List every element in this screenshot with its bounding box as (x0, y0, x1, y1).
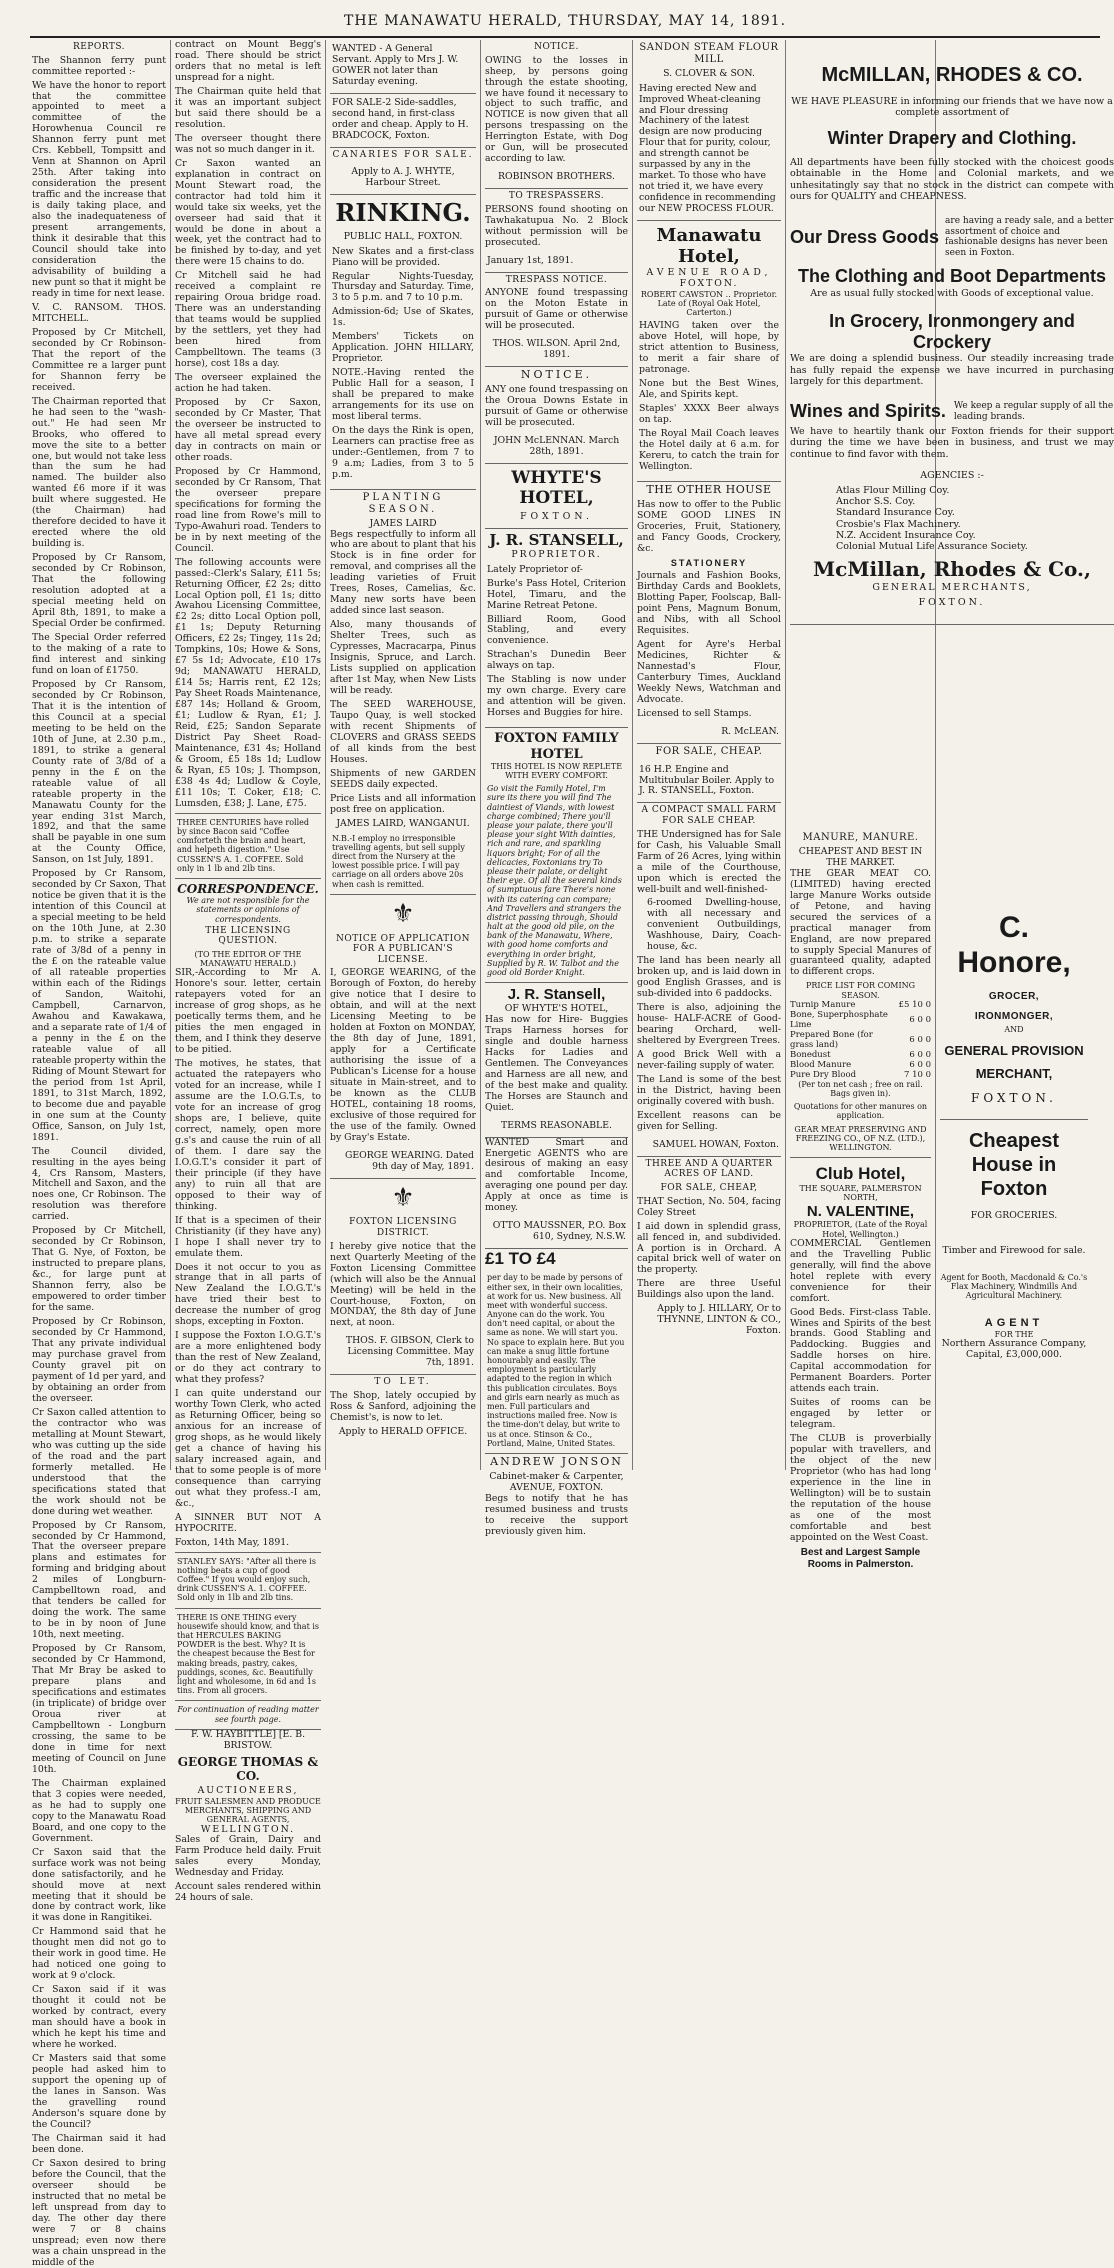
wines-title: Wines and Spirits. (790, 401, 946, 421)
column-rinking-planting (330, 40, 476, 1470)
laird-signature: JAMES LAIRD, WANGANUI. (336, 817, 470, 829)
small-farm-list: 6-roomed Dwelling-house, with all necessary and convenient Outbuildings, Washhouse, Dairy, Coach-house, &c. (647, 897, 781, 953)
council-body (175, 40, 321, 810)
paragraph: The motives, he states, that actuated the ratepayers who voted for an increase, while I assume are the I.O.G.T.s, to vote for an increase of grog shops are, I believe, quite correct, namely, open more g.s's and cause the ruin of all of them. I dare say the I.O.G.T.'s consider it part of their principle (if they have any) to ruin all that are opposed to their way of thinking. (175, 1058, 321, 1212)
canaries-title: CANARIES FOR SALE. (332, 149, 474, 160)
notice-title: NOTICE. (534, 42, 579, 52)
paragraph: Admission-6d; Use of Skates, 1s. (332, 306, 474, 329)
licensing-district-title: FOXTON LICENSING DISTRICT. (349, 1217, 457, 1239)
price-row (790, 1050, 931, 1060)
agencies-list (790, 485, 1114, 552)
honore-title: C. Honore, (957, 911, 1071, 980)
agents-wanted-body: WANTED Smart and Energetic AGENTS who are desirous of making an easy and comfortable Income, averaging one pound per day. Apply at once as time is money. (485, 1136, 628, 1214)
honore-place: FOXTON. (971, 1091, 1057, 1106)
cheapest-house: Cheapest House in Foxton (940, 1119, 1088, 1201)
paragraph: Lately Proprietor of- (487, 563, 583, 575)
price-item: Bone, Superphosphate Lime (790, 1009, 888, 1030)
paragraph: Proposed by Cr Robinson, seconded by Cr Hammond, That any private individual may purchase gravel from County gravel pit on payment of 1d per yard, and by obtaining an order from the overseer. (32, 1316, 166, 1404)
coffee-ad: THREE CENTURIES have rolled by since Bacon said "Coffee comforteth the brain and heart, and helpeth digestion." Use CUSSEN'S A. 1. COFFEE. Sold only in 1 lb and 2lb tins. (175, 813, 321, 879)
paragraph: The following accounts were passed:-Clerk's Salary, £11 5s; Returning Officer, £2 2s; ditto Local Option poll, £1 1s; ditto Awahou Licensing Committee, £2 2s; ditto Local Option poll, £1 1s; Deputy Returning Officers, £2 2s; Tingey, 11s 2d; Tompkins, 10s; Howe & Sons, £7 5s 1d; Advocate, £10 17s 9d; MANAWATU HERALD, £14 5s; Harris rent, £2 12s; Pay Sheet Roads Maintenance, £87 14s; Holland & Groom, £1; Ludlow & Ryan, £1; J. Reid, £25; Sandon Separate District Pay Sheet Road-Maintenance, £31 4s; Holland & Groom, £5 18s 1d; Ludlow & Ryan, £5 10s; J. Thompson, £38 4s 4d; Ludlow & Coyle, £11 10s; T. Coker, £18; C. Lumsden, £38; J. Lane, £75. (175, 556, 321, 809)
jr-stansell-body: Has now for Hire- Buggies Traps Harness horses for single and double harness Hacks for Ladies and Gentlemen. The Conveyances and Harness are all new, and of the best make and quality. The Horses are Staunch and Quiet. (485, 1013, 628, 1113)
masthead-title: THE MANAWATU HERALD, THURSDAY, MAY 14, 1891. (343, 13, 787, 29)
family-hotel-sub: THIS HOTEL IS NOW REPLETE WITH EVERY COMFORT. (490, 761, 623, 781)
agency-item: Colonial Mutual Life Assurance Society. (836, 541, 1028, 553)
engine-sale-title: FOR SALE, CHEAP. (655, 745, 763, 757)
price-note: (Per ton net cash ; free on rail. Bags given in). (798, 1079, 923, 1099)
winter-title: Winter Drapery and Clothing. (827, 128, 1077, 148)
trespass-notice-body: ANYONE found trespassing on the Moton Estate in pursuit of Game or otherwise will be prosecuted. (485, 287, 628, 332)
jonson-role: Cabinet-maker & Carpenter, AVENUE, FOXTON. (489, 1470, 624, 1493)
honore-ironmonger: IRONMONGER, (974, 1010, 1054, 1022)
firm-signature: McMillan, Rhodes & Co., (813, 557, 1091, 582)
price-item: Blood Manure (790, 1059, 852, 1070)
paragraph: Cr Saxon said if it was thought it could not be worked by contract, every man should have a book in which he kept his time and where he worked. (32, 1984, 166, 2051)
baking-powder-ad: THERE IS ONE THING every housewife should know, and that is that HERCULES BAKING POWDER is the best. Why? It is the cheapest because the Best for making breads, pastry, cakes, puddings, scones, &c. Beautifully light and wholesome, in 6d and 1s tins. From all grocers. (175, 1609, 321, 1702)
jr-stansell-of: OF WHYTE'S HOTEL, (504, 1002, 609, 1014)
grocery-title: In Grocery, Ironmongery and Crockery (829, 310, 1075, 353)
valentine-role: PROPRIETOR, (Late of the Royal Hotel, Wellington.) (793, 1220, 928, 1239)
paragraph: The Special Order referred to the making of a rate to find interest and sinking fund on loan of £1750. (32, 632, 166, 676)
paragraph: Proposed by Cr Ransom, seconded by Cr Hammond, That Mr Bray be asked to prepare plans and specifications and estimates (in triplicate) of bridge over Oroua river at Campbelltown - Longburn crossing, the same to be done in time for next meeting of Council on June 10th. (32, 1643, 166, 1775)
paragraph: Journals and Fashion Books, Birthday Cards and Booklets, Blotting Paper, Foolscap, Ball-point Pens, Magnum Bonum, and Nibs, with all School Requisites. (637, 570, 781, 637)
wines-row (790, 401, 1114, 422)
price-item: Pure Dry Blood (790, 1069, 857, 1080)
notice-body: OWING to the losses in sheep, by persons going through the estate shooting, we have found it necessary to object to such traffic, and NOTICE is now given that all persons trespassing on the Herrington Estate, with Dog or Gun, will be prosecuted according to law. (485, 54, 628, 165)
paragraph: Cr Saxon wanted an explanation in contract on Mount Stewart road, the contractor had told him it would take six weeks, yet the overseer had said that it would be done in about a week, yet the contract had to be finished by to-day, and yet there were 15 chains to do. (175, 157, 321, 268)
notice-signature: JOHN McLENNAN. March 28th, 1891. (485, 432, 628, 464)
auctioneer-body: Sales of Grain, Dairy and Farm Produce held daily. Fruit sales every Monday, Wednesday and Friday. (175, 1834, 321, 1879)
paragraph: Proposed by Cr Mitchell, seconded by Cr Robinson, That G. Nye, of Foxton, be instructed to prepare plans, &c., for large punt at Shannon ferry, also be empowered to order timber for the same. (32, 1225, 166, 1314)
agency-item: Crosbie's Flax Machinery. (836, 518, 961, 530)
paragraph: The Chairman said it had been done. (32, 2132, 166, 2155)
whytes-hotel-title: WHYTE'S HOTEL, (511, 467, 602, 508)
price-row (790, 1010, 931, 1030)
column-rule (480, 40, 481, 1470)
honore-general: GENERAL PROVISION (944, 1042, 1084, 1058)
column-rule (170, 40, 171, 1470)
dress-goods-side: are having a ready sale, and a better assortment of choice and fashionable designs has never been seen in Foxton. (945, 216, 1114, 258)
paragraph: The Royal Mail Coach leaves the Hotel daily at 6 a.m. for Kereru, to catch the train for Wellington. (639, 427, 779, 472)
auctioneer-names: F. W. HAYBITTLE] [E. B. BRISTOW. (190, 1728, 306, 1751)
coat-of-arms-icon: ⚜ (391, 1182, 415, 1213)
to-let-body: The Shop, lately occupied by Ross & Sanford, adjoining the Chemist's, is now to let. (330, 1389, 476, 1423)
agent-for: Agent for Booth, Macdonald & Co.'s (940, 1273, 1088, 1283)
paragraph: HAVING taken over the above Hotel, will hope, by strict attention to Business, to merit a fair share of patronage. (639, 320, 779, 376)
grocery-body: We are doing a splendid business. Our steadily increasing trade has fully repaid the expense we have incurred in purchasing largely for this department. (790, 353, 1114, 387)
paragraph: The Council divided, resulting in the ayes being 4, Crs Ransom, Masters, Mitchell and Saxon, and the noes one, Cr Robinson. The resolution was therefore carried. (32, 1145, 166, 1223)
paragraph: A SINNER BUT NOT A HYPOCRITE. (175, 1511, 321, 1534)
honore-grocer: GROCER, (988, 990, 1040, 1002)
agents-wanted-signature: OTTO MAUSSNER, P.O. Box 610, Sydney, N.S.W. (485, 1217, 628, 1249)
valentine-name: N. VALENTINE, (806, 1202, 915, 1220)
capital: Capital, £3,000,000. (966, 1348, 1062, 1360)
paragraph: Burke's Pass Hotel, Criterion Hotel, Timaru, and the Marine Retreat Petone. (487, 577, 626, 611)
wanted-servant-ad: WANTED - A General Servant. Apply to Mrs J. W. GOWER not later than Saturday evening. (330, 40, 476, 94)
agency-item: N.Z. Accident Insurance Coy. (836, 529, 976, 541)
timber: Timber and Firewood for sale. (942, 1245, 1086, 1257)
flour-mill-body: Having erected New and Improved Wheat-cleaning and Flour dressing Machinery of the latest design are now producing Flour that for purity, colour, and strength cannot be surpassed by any in the market. To those who have not tried it, we have every confidence in recommending our NEW PROCESS FLOUR. (637, 80, 781, 222)
trespassers-title: TO TRESPASSERS. (508, 191, 605, 202)
trespassers-body: PERSONS found shooting on Tawhakatupua No. 2 Block without permission will be prosecuted. (485, 203, 628, 248)
price-item: Prepared Bone (for grass land) (790, 1029, 873, 1050)
small-farm-body: THE Undersigned has for Sale for Cash, his Valuable Small Farm of 26 Acres, lying within a mile of the Courthouse, upon which is erected the well-built and well-finished- (637, 828, 781, 895)
price-amount: 6 0 0 (909, 1014, 931, 1025)
honore-merchant: MERCHANT, (975, 1065, 1053, 1081)
public-hall: PUBLIC HALL, FOXTON. (343, 230, 463, 242)
stationery-body (637, 571, 781, 720)
other-house-body: Has now to offer to the Public SOME GOOD LINES IN Groceries, Fruit, Stationery, and Fancy Goods, Crockery, &c. (637, 498, 781, 554)
manawatu-hotel-title: Manawatu Hotel, (656, 225, 762, 268)
paragraph: The overseer thought there was not so much danger in it. (175, 132, 321, 155)
manawatu-hotel-owner: ROBERT CAWSTON .. Proprietor. Late of (Royal Oak Hotel, Carterton.) (640, 289, 778, 317)
dress-goods-title: Our Dress Goods (790, 226, 940, 247)
licensing-district-signature: THOS. F. GIBSON, Clerk to Licensing Committee. May 7th, 1891. (330, 1332, 476, 1375)
column-honore (940, 830, 1088, 1470)
pound-ad-body: per day to be made by persons of either sex, in their own localities, at work for us. New business. All meet with wonderful success. Anyone can do the work. You don't need capital, or about the same as none. We will start you. No space to explain here. But you can make a snug little fortune honourably and easily. The employment is particularly adapted to the region in which this publication circulates. Boys and girls earn nearly as much as men. Full particulars and instructions mailed free. Now is the time-don't delay, but write to us at once. Stinson & Co., Portland, Maine, United States. (485, 1269, 628, 1454)
laird-nb: N.B.-I employ no irresponsible travelling agents, but sell supply direct from the Nursery at the lowest possible price. I will pay carriage on all orders above 20s when cash is remitted. (330, 830, 476, 895)
paragraph: Suites of rooms can be engaged by letter or telegram. (790, 1397, 931, 1431)
auctioneer-foot: Account sales rendered within 24 hours of sale. (175, 1881, 321, 1904)
publican-notice-signature: GEORGE WEARING. Dated 9th day of May, 1891. (330, 1147, 476, 1179)
gear-company: GEAR MEAT PRESERVING AND FREEZING CO., OF N.Z. (LTD.), WELLINGTON. (790, 1121, 931, 1159)
stansell-role: PROPRIETOR. (511, 548, 602, 560)
paragraph: Also, many thousands of Shelter Trees, such as Cypresses, Macracarpa, Pinus Insignis, Spruce, and Larch. Lists supplied on application after 1st May, when New Lists will be ready. (330, 619, 476, 697)
publican-notice-body: I, GEORGE WEARING, of the Borough of Foxton, do hereby give notice that I desire to obtain, and will at the next Licensing Meeting to be holden at Foxton on MONDAY, the 8th day of June, 1891, apply for a Certificate authorising the issue of a Publican's License for a house situate in Main-street, and to be known as the CLUB HOTEL, containing 18 rooms, exclusive of those required for the use of the family. Owned by Gray's Estate. (330, 967, 476, 1143)
firm-place: FOXTON. (790, 593, 1114, 625)
column-reports (32, 40, 167, 2268)
continuation-note: For continuation of reading matter see fourth page. (175, 1701, 321, 1729)
paragraph: The Land is some of the best in the District, having been originally covered with bush. (637, 1074, 781, 1107)
jr-stansell-terms: TERMS REASONABLE. (485, 1117, 628, 1138)
agency-item: Anchor S.S. Coy. (836, 496, 916, 508)
paragraph: On the days the Rink is open, Learners can practise free as under:-Gentlemen, from 7 to 9 a.m; Ladies, from 3 to 5 p.m. (332, 425, 474, 480)
stationery-title: STATIONERY (670, 557, 748, 568)
paragraph: There is also, adjoining the house- HALF-ACRE of Good-bearing Orchard, well-sheltered by Evergreen Trees. (637, 1002, 781, 1047)
acres-signature: Apply to J. HILLARY, Or to THYNNE, LINTON & CO., Foxton. (657, 1303, 781, 1337)
other-house-title: THE OTHER HOUSE (646, 482, 772, 496)
price-row (790, 1030, 931, 1050)
winter-body: All departments have been fully stocked with the choicest goods obtainable in the Home and Colonial markets, and we unhesitatingly say that no stock in the district can compete with ours for QUALITY and CHEAPNESS. (790, 157, 1114, 202)
rinking-title: RINKING. (335, 198, 471, 228)
to-let-title: TO LET. (374, 1377, 432, 1388)
price-table (790, 1000, 931, 1080)
letter-title: THE LICENSING QUESTION. (205, 925, 291, 947)
club-hotel-body (790, 1239, 931, 1544)
manure-sub: CHEAPEST AND BEST IN THE MARKET. (798, 845, 923, 868)
stanley-ad: STANLEY SAYS: "After all there is nothing beats a cup of good Coffee." If you would enjoy such, drink CUSSEN'S A. 1. COFFEE. Sold only in 1lb and 2lb tins. (175, 1552, 321, 1609)
paragraph: Cr Mitchell said he had received a complaint re repairing Oroua bridge road. There was an understanding that teams would be supplied by the settlers, yet they had been hired from Campbelltown. The teams (3 horse), cost 18s a day. (175, 270, 321, 370)
masthead (30, 8, 1100, 38)
paragraph: Proposed by Cr Ransom, seconded by Cr Robinson, That it is the intention of this Council at a special meeting to be held on the 10th of June, at 2.30 p.m., 1891, to strike a general County rate of 3/8d of a penny in the £ on the rateable value of all rateable property in the Manawatu County for the year ending 31st March, 1892, and that the same shall be payable in one sum at the County Office, Sanson, on 1st July, 1891. (32, 678, 166, 866)
club-hotel-foot: Best and Largest Sample Rooms in Palmerston. (800, 1546, 921, 1570)
price-amount: £5 10 0 (898, 999, 931, 1010)
paragraph: NOTE.-Having rented the Public Hall for a season, I shall be prepared to make arrangements for its use on most liberal terms. (332, 367, 474, 423)
agency-item: Standard Insurance Coy. (836, 507, 955, 519)
paragraph: New Skates and a first-class Piano will be provided. (332, 245, 474, 268)
paragraph: The Shannon ferry punt committee reported :- (32, 54, 166, 77)
notice-signature: ROBINSON BROTHERS. (485, 168, 628, 189)
thanks-body: We have to heartily thank our Foxton friends for their support during the time we have been in business, and trust we may continue to find favor with them. (790, 426, 1114, 460)
rinking-body (330, 243, 476, 490)
canaries-body: Apply to A. J. WHYTE, Harbour Street. (330, 163, 476, 195)
paragraph: Cr Masters said that some people had asked him to support the opening up of the lanes in Sanson. Was the gravelling round Anderson's square done by the Council? (32, 2053, 166, 2130)
paragraph: We have the honor to report that the committee appointed to meet a committee of the Horowhenua Council re Shannon ferry punt met Crs. Kebbell, Tompsitt and Venn at Shannon on April 25th. After taking into consideration the present traffic and the increase that is daily taking place, and also the inadequateness of present arrangements, think it desirable that this Council should take into consideration the advisability of building a new punt so that it might be ready in time for next lease. (32, 79, 166, 299)
paragraph: A good Brick Well with a never-failing supply of water. (637, 1049, 781, 1072)
paragraph: Cr Saxon desired to bring before the Council, that the overseer should be instructed that no metal be left unspread from day to day. The other day there were 7 or 8 chains unspread; even now there was a chain unspread in the middle of the (32, 2157, 166, 2268)
publican-notice-title: NOTICE OF APPLICATION FOR A PUBLICAN'S LICENSE. (336, 933, 470, 965)
price-row (790, 1000, 931, 1010)
small-farm-signature: SAMUEL HOWAN, Foxton. (637, 1136, 781, 1157)
manawatu-hotel-place: FOXTON. (679, 277, 739, 289)
correspondence-title: CORRESPONDENCE. (177, 882, 319, 896)
paragraph: The SEED WAREHOUSE, Taupo Quay, is well stocked with recent Shipments of CLOVERS and GRASS SEEDS of all kinds from the best Houses. (330, 699, 476, 765)
price-item: Bonedust (790, 1049, 831, 1060)
auctioneer-place: WELLINGTON. (200, 1823, 296, 1835)
auctioneer-firm: GEORGE THOMAS & CO. (177, 1754, 319, 1783)
engine-sale-body: 16 H.P. Engine and Multitubular Boiler. Apply to J. R. STANSELL, Foxton. (637, 761, 781, 804)
paragraph: SIR,-According to Mr A. Honore's sour. letter, certain ratepayers voted for an increase of grog shops, as he poetically terms them, and he pities the men engaged in them, and I think they deserve to be pitied. (175, 967, 321, 1056)
stansell-name: J. R. STANSELL, (489, 530, 624, 549)
paragraph: Excellent reasons can be given for Selling. (637, 1109, 781, 1132)
letter-to: (TO THE EDITOR OF THE MANAWATU HERALD.) (194, 949, 302, 969)
agency-item: Atlas Flour Milling Coy. (836, 485, 950, 497)
column-rule (785, 40, 786, 1470)
letter-body (175, 968, 321, 1548)
manure-body: THE GEAR MEAT CO. (LIMITED) having erected large Manure Works outside of Petone, and having secured the services of a practical manager from England, are now prepared to supply Special Manures of guaranteed quality, adapted to different crops. (790, 867, 931, 978)
paragraph: Staples' XXXX Beer always on tap. (639, 402, 779, 425)
correspondence-note: We are not responsible for the statements or opinions of correspondents. (186, 896, 310, 924)
jonson-title: ANDREW JONSON (490, 1454, 623, 1468)
column-rule (325, 40, 326, 1470)
trespass-notice-signature: THOS. WILSON. April 2nd, 1891. (485, 335, 628, 367)
paragraph: Good Beds. First-class Table. Wines and Spirits of the best brands. Good Stabling and Paddocking. Buggies and Saddle horses on hire. Capital accommodation for Permanent Boarders. Porter attends each train. (790, 1306, 931, 1395)
agencies-title: AGENCIES :- (920, 469, 984, 481)
jr-stansell-title: J. R. Stansell, (507, 986, 606, 1004)
column-mill-hotels (637, 40, 781, 1470)
paragraph: V. C. RANSOM. THOS. MITCHELL. (32, 301, 166, 324)
trespassers-date: January 1st, 1891. (485, 252, 628, 273)
stansell-body (485, 561, 628, 729)
flax-machinery: Flax Machinery, Windmills And Agricultural Machinery. (950, 1282, 1078, 1301)
price-amount: 7 10 0 (903, 1069, 931, 1080)
planting-title: PLANTING SEASON. (362, 491, 444, 515)
pound-ad-title: £1 TO £4 (485, 1249, 556, 1269)
paragraph: contract on Mount Begg's road. There should be strict orders that no metal is left unspread for a night. (175, 39, 321, 83)
paragraph: The Chairman explained that 3 copies were needed, as he had to supply one copy to the Manawatu Road Board, and one copy to the Government. (32, 1777, 166, 1844)
paragraph: The overseer explained the action he had taken. (175, 372, 321, 395)
licensing-district-body: I hereby give notice that the next Quarterly Meeting of the Foxton Licensing Committee (which will also be the Annual Meeting) will be held in the Court-house, Foxton, on MONDAY, the 8th day of June next, at noon. (330, 1240, 476, 1329)
paragraph: Strachan's Dunedin Beer always on tap. (487, 649, 626, 672)
club-hotel-title: Club Hotel, (815, 1164, 906, 1184)
paragraph: If that is a specimen of their Christianity (if they have any) I hope I shall never try to emulate them. (175, 1214, 321, 1259)
paragraph: None but the Best Wines, Ale, and Spirits kept. (639, 378, 779, 400)
paragraph: Cr Saxon called attention to the contractor who was metalling at Mount Stewart, who was cutting up the side of the road and the part formerly metalled. He understood that the specifications stated that the work should not be done during wet weather. (32, 1406, 166, 1517)
flour-mill-owner: S. CLOVER & SON. (663, 67, 755, 79)
family-hotel-title: FOXTON FAMILY HOTEL (494, 731, 619, 762)
paragraph: I can quite understand our worthy Town Clerk, who acted as Returning Officer, being so anxious for an increase of grog shops, as he would likely get a chance of having his salary increased again, and that to some people is of more consequence than carrying out what they profess.-I am, &c., (175, 1388, 321, 1509)
quotations: Quotations for other manures on application. (793, 1102, 928, 1121)
price-amount: 6 0 0 (909, 1034, 931, 1045)
paragraph: Price Lists and all information post free on application. (330, 792, 476, 815)
reports-heading: REPORTS. (72, 42, 126, 52)
paragraph: The Chairman reported that he had seen to the "wash-out." He had seen Mr Brooks, who offered to move the site to a better one, but would not take less than the sum he had named. The builder also wanted £6 more if it was built where suggested. He (the Chairman) had therefore decided to have it erected where the old building is. (32, 395, 166, 550)
clothing-body: Are as usual fully stocked with Goods of exceptional value. (810, 287, 1094, 299)
paragraph: Cr Hammond said that he thought men did not go to their work in good time. He had noticed one going to work at 9 o'clock. (32, 1926, 166, 1982)
paragraph: Licensed to sell Stamps. (637, 707, 752, 719)
auctioneer-title: AUCTIONEERS, (197, 1784, 299, 1796)
price-row (790, 1060, 931, 1070)
paragraph: The land has been nearly all broken up, and is laid down in good English Grasses, and is sub-divided into 6 paddocks. (637, 955, 781, 1000)
paragraph: Cr Saxon said that the surface work was not being done satisfactorily, and he should move at next meeting that it should be done by contract work, like it was done in Rangitikei. (32, 1846, 166, 1924)
whytes-hotel-place: FOXTON. (485, 508, 628, 529)
paragraph: Proposed by Cr Mitchell, seconded by Cr Robinson-That the report of the Committee re a larger punt for Shannon ferry be received. (32, 326, 166, 393)
acres-more (637, 1222, 781, 1302)
column-rule (632, 40, 633, 1470)
paragraph: The CLUB is proverbially popular with travellers, and the object of the new Proprietor (who has had long experience in the line in Wellington) will be to sustain the reputation of the house as one of the most comfortable and best appointed on the West Coast. (790, 1433, 931, 1543)
notice-title: NOTICE. (520, 368, 593, 382)
column-council-correspondence (175, 39, 321, 1904)
paragraph: COMMERCIAL Gentlemen and the Travelling Public generally, will find the above hotel replete with every convenience for their comfort. (790, 1237, 931, 1304)
paragraph: Foxton, 14th May, 1891. (175, 1536, 290, 1548)
paragraph: Proposed by Cr Ransom, seconded by Cr Robinson, That the following resolution adopted at a special meeting held on April 8th, 1891, to make a Special Order be confirmed. (32, 552, 166, 630)
family-hotel-verse: Go visit the Family Hotel, I'm sure its there you will find The daintiest of Viands, with lowest charge combined; There you'll please your palate, there you'll please your sight With dainties, rich and rare, and sparkling liquors bright; For of all the delicacies, Foxtonians try To please their palate, or delight their eye. Of all the several kinds of sumptuous fare There's none with its catering can compare; And Travellers and strangers the district passing through, Should halt at the good old pile, on the bank of the Manawatu, Where, with good home comforts and everything in order bright, Supplied by R. W. Talbot and the good old Border Knight. (485, 780, 628, 983)
northern-assurance: Northern Assurance Company, (941, 1337, 1087, 1349)
paragraph: Proposed by Cr Hammond, seconded by Cr Ransom, That the overseer prepare specifications for forming the road line from Rowe's mill to Typo-Awahuri road. Tenders to be in by next meeting of the Council. (175, 465, 321, 554)
firm-intro: WE HAVE PLEASURE in informing our friends that we have now a complete assortment of (791, 95, 1113, 118)
paragraph: Proposed by Cr Ransom, seconded by Cr Hammond, That the overseer prepare plans and estimates for forming and bridging about 2 miles of Longburn-Campbelltown road, and that tenders be called for doing the work. The same to be in by noon of June 10th, next meeting. (32, 1519, 166, 1641)
price-amount: 6 0 0 (909, 1049, 931, 1060)
reports-body (32, 56, 166, 2268)
auctioneer-lines: FRUIT SALESMEN AND PRODUCE MERCHANTS, SHIPPING AND GENERAL AGENTS, (175, 1796, 321, 1825)
paragraph: Does it not occur to you as strange that in all parts of New Zealand the I.O.G.T.'s have tried their best to decrease the number of grog shops, excepting in Foxton. (175, 1261, 321, 1328)
paragraph: Billiard Room, Good Stabling, and every convenience. (487, 613, 626, 647)
notice-body: ANY one found trespassing on the Oroua Downs Estate in pursuit of Game or otherwise will be prosecuted. (485, 384, 628, 429)
laird-name: JAMES LAIRD (369, 517, 437, 529)
acres-body: THAT Section, No. 504, facing Coley Street (637, 1195, 781, 1218)
firm-role: GENERAL MERCHANTS, (872, 581, 1032, 593)
manure-title: MANURE, MANURE. (802, 832, 919, 843)
column-notices-hotels (485, 40, 628, 1537)
paragraph: Begs respectfully to inform all who are about to plant that his Stock is in fine order for removal, and comprises all the leading varieties of Fruit Trees, Roses, Camelias, &c. Many new sorts have been added since last season. (330, 528, 476, 617)
paragraph: Proposed by Cr Saxon, seconded by Cr Master, That the overseer be instructed to have all metal spread every day in contracts on main or other roads. (175, 397, 321, 463)
paragraph: I aid down in splendid grass, all fenced in, and subdivided. A portion is in Orchard. A capital brick well of water on the property. (637, 1220, 781, 1276)
agent-title: AGENT (984, 1316, 1044, 1329)
paragraph: Proposed by Cr Ransom, seconded by Cr Saxon, That notice be given that it is the intention of this Council at a special meeting to be held on the 10th June, at 2.30 p.m. to strike a separate rate of 3/8d of a penny in the £ on the rateable value of all rateable properties within each of the Ridings of Sandon, Waitohi, Campbell, Carnarvon, Awahou and Kawakawa, and a separate rate of 1/4 of a penny in the £ on the rateable value of all rateable property within the Riding of Mount Stewart for the period from 1st April, 1891, to 31st March, 1892, to become due and payable in one sum at the County Office, Sanson, on July 1st, 1891. (32, 868, 167, 1143)
for-the: FOR THE (994, 1329, 1034, 1339)
trespass-notice-title: TRESPASS NOTICE. (505, 274, 608, 285)
coat-of-arms-icon: ⚜ (391, 898, 415, 929)
wines-side: We keep a regular supply of all the leading brands. (953, 401, 1114, 422)
small-farm-title: A COMPACT SMALL FARM FOR SALE CHEAP. (641, 805, 777, 827)
acres-title: THREE AND A QUARTER ACRES OF LAND. (645, 1158, 773, 1180)
paragraph: The Stabling is now under my own charge. Every care and attention will be given. Horses and Buggies for hire. (487, 674, 626, 719)
paragraph: Regular Nights-Tuesday, Thursday and Saturday. Time, 3 to 5 p.m. and 7 to 10 p.m. (332, 270, 474, 304)
for-groceries: FOR GROCERIES. (970, 1210, 1058, 1222)
paragraph: Agent for Ayre's Herbal Medicines, Richter & Nannestad's Flour, Canterbury Times, Auckland Weekly News, Watchman and Advocate. (637, 638, 781, 705)
honore-and: AND (1004, 1025, 1024, 1035)
paragraph: There are three Useful Buildings also upon the land. (637, 1278, 781, 1301)
price-amount: 6 0 0 (909, 1059, 931, 1070)
stationery-signature: R. McLEAN. (637, 723, 781, 744)
planting-body (330, 530, 476, 816)
flour-mill-title: SANDON STEAM FLOUR MILL (639, 42, 779, 65)
side-saddles-ad: FOR SALE-2 Side-saddles, second hand, in first-class order and cheap. Apply to H. BRADCOCK, Foxton. (330, 94, 476, 148)
manawatu-hotel-body (637, 317, 781, 482)
column-manure-club (790, 830, 931, 1570)
price-row (790, 1070, 931, 1080)
manawatu-hotel-road: AVENUE ROAD, (646, 266, 772, 278)
paragraph: The Chairman quite held that it was an important subject but said there should be a resolution. (175, 85, 321, 130)
paragraph: Shipments of new GARDEN SEEDS daily expected. (330, 767, 476, 790)
dress-goods-row (790, 216, 1114, 258)
to-let-signature: Apply to HERALD OFFICE. (338, 1425, 468, 1437)
acres-sale: FOR SALE, CHEAP, (660, 1183, 758, 1194)
paragraph: I suppose the Foxton I.O.G.T.'s are a more enlightened body than the rest of New Zealand, or do they act contrary to what they profess? (175, 1330, 321, 1386)
price-list-title: PRICE LIST FOR COMING SEASON. (806, 981, 915, 1000)
price-item: Turnip Manure (790, 999, 856, 1010)
jonson-body: Begs to notify that he has resumed business and trusts to receive the support previously given him. (485, 1492, 628, 1537)
clothing-title: The Clothing and Boot Departments (798, 266, 1106, 287)
firm-title: McMILLAN, RHODES & CO. (821, 64, 1083, 86)
small-farm-more (637, 956, 781, 1133)
paragraph: Members' Tickets on Application. JOHN HILLARY, Proprietor. (332, 331, 474, 365)
club-hotel-square: THE SQUARE, PALMERSTON NORTH, (799, 1184, 922, 1203)
